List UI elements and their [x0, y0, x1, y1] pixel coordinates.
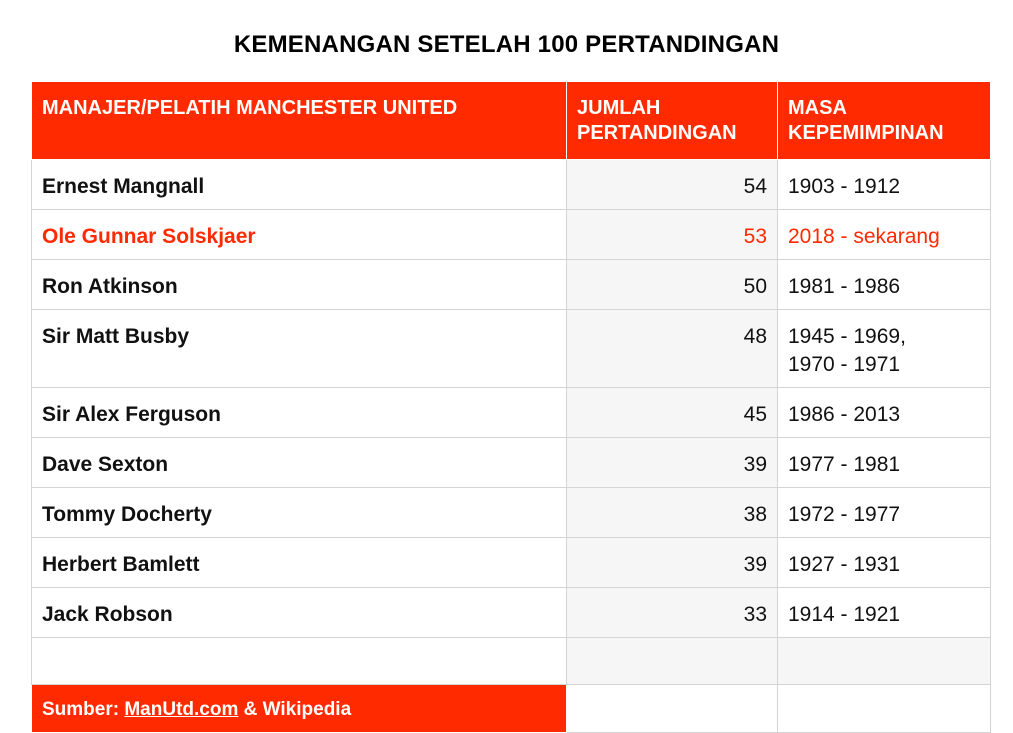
match-count: 38: [567, 488, 778, 538]
table-row-highlighted: [32, 210, 991, 260]
table-row: [32, 488, 991, 538]
manager-name: Tommy Docherty: [32, 488, 567, 538]
table-row: [32, 438, 991, 488]
header-matches: JUMLAH PERTANDINGAN: [567, 82, 778, 160]
table-row: [32, 160, 991, 210]
tenure-period: [778, 310, 991, 388]
tenure-period-line: 1970 - 1971: [788, 353, 901, 376]
tenure-period: 1981 - 1986: [778, 260, 991, 310]
table-row: [32, 260, 991, 310]
manager-name: Sir Matt Busby: [32, 310, 567, 388]
manager-name: Herbert Bamlett: [32, 538, 567, 588]
table-row: [32, 538, 991, 588]
manager-name: Dave Sexton: [32, 438, 567, 488]
match-count: 39: [567, 438, 778, 488]
match-count: 39: [567, 538, 778, 588]
empty-row: [32, 638, 991, 685]
match-count: 33: [567, 588, 778, 638]
page-title: KEMENANGAN SETELAH 100 PERTANDINGAN: [233, 31, 780, 58]
empty-cell: [567, 685, 778, 733]
tenure-period: 1972 - 1977: [778, 488, 991, 538]
tenure-period: 1914 - 1921: [778, 588, 991, 638]
tenure-period-line: 1945 - 1969,: [788, 325, 906, 348]
empty-cell: [567, 638, 778, 685]
manager-name: Sir Alex Ferguson: [32, 388, 567, 438]
tenure-period: 1927 - 1931: [778, 538, 991, 588]
match-count: 48: [567, 310, 778, 388]
match-count: 45: [567, 388, 778, 438]
match-count: 50: [567, 260, 778, 310]
table-row: [32, 588, 991, 638]
empty-cell: [778, 685, 991, 733]
manager-name: Jack Robson: [32, 588, 567, 638]
header-period: MASA KEPEMIMPINAN: [778, 82, 991, 160]
manager-name: Ernest Mangnall: [32, 160, 567, 210]
empty-cell: [778, 638, 991, 685]
tenure-period: 1903 - 1912: [778, 160, 991, 210]
match-count: 53: [567, 210, 778, 260]
empty-cell: [32, 638, 567, 685]
table-row: [32, 310, 991, 388]
source-row: [32, 685, 991, 733]
match-count: 54: [567, 160, 778, 210]
header-manager: MANAJER/PELATIH MANCHESTER UNITED: [32, 82, 567, 160]
tenure-period: 1986 - 2013: [778, 388, 991, 438]
manager-name: Ole Gunnar Solskjaer: [32, 210, 567, 260]
tenure-period: 2018 - sekarang: [778, 210, 991, 260]
source-suffix: & Wikipedia: [238, 699, 352, 720]
source-note: [32, 685, 567, 733]
header-row: [32, 82, 991, 160]
table-row: [32, 388, 991, 438]
tenure-period: 1977 - 1981: [778, 438, 991, 488]
stats-table: [31, 81, 991, 733]
manager-name: Ron Atkinson: [32, 260, 567, 310]
source-link-manutd[interactable]: ManUtd.com: [124, 699, 239, 720]
source-prefix: Sumber:: [42, 699, 125, 720]
